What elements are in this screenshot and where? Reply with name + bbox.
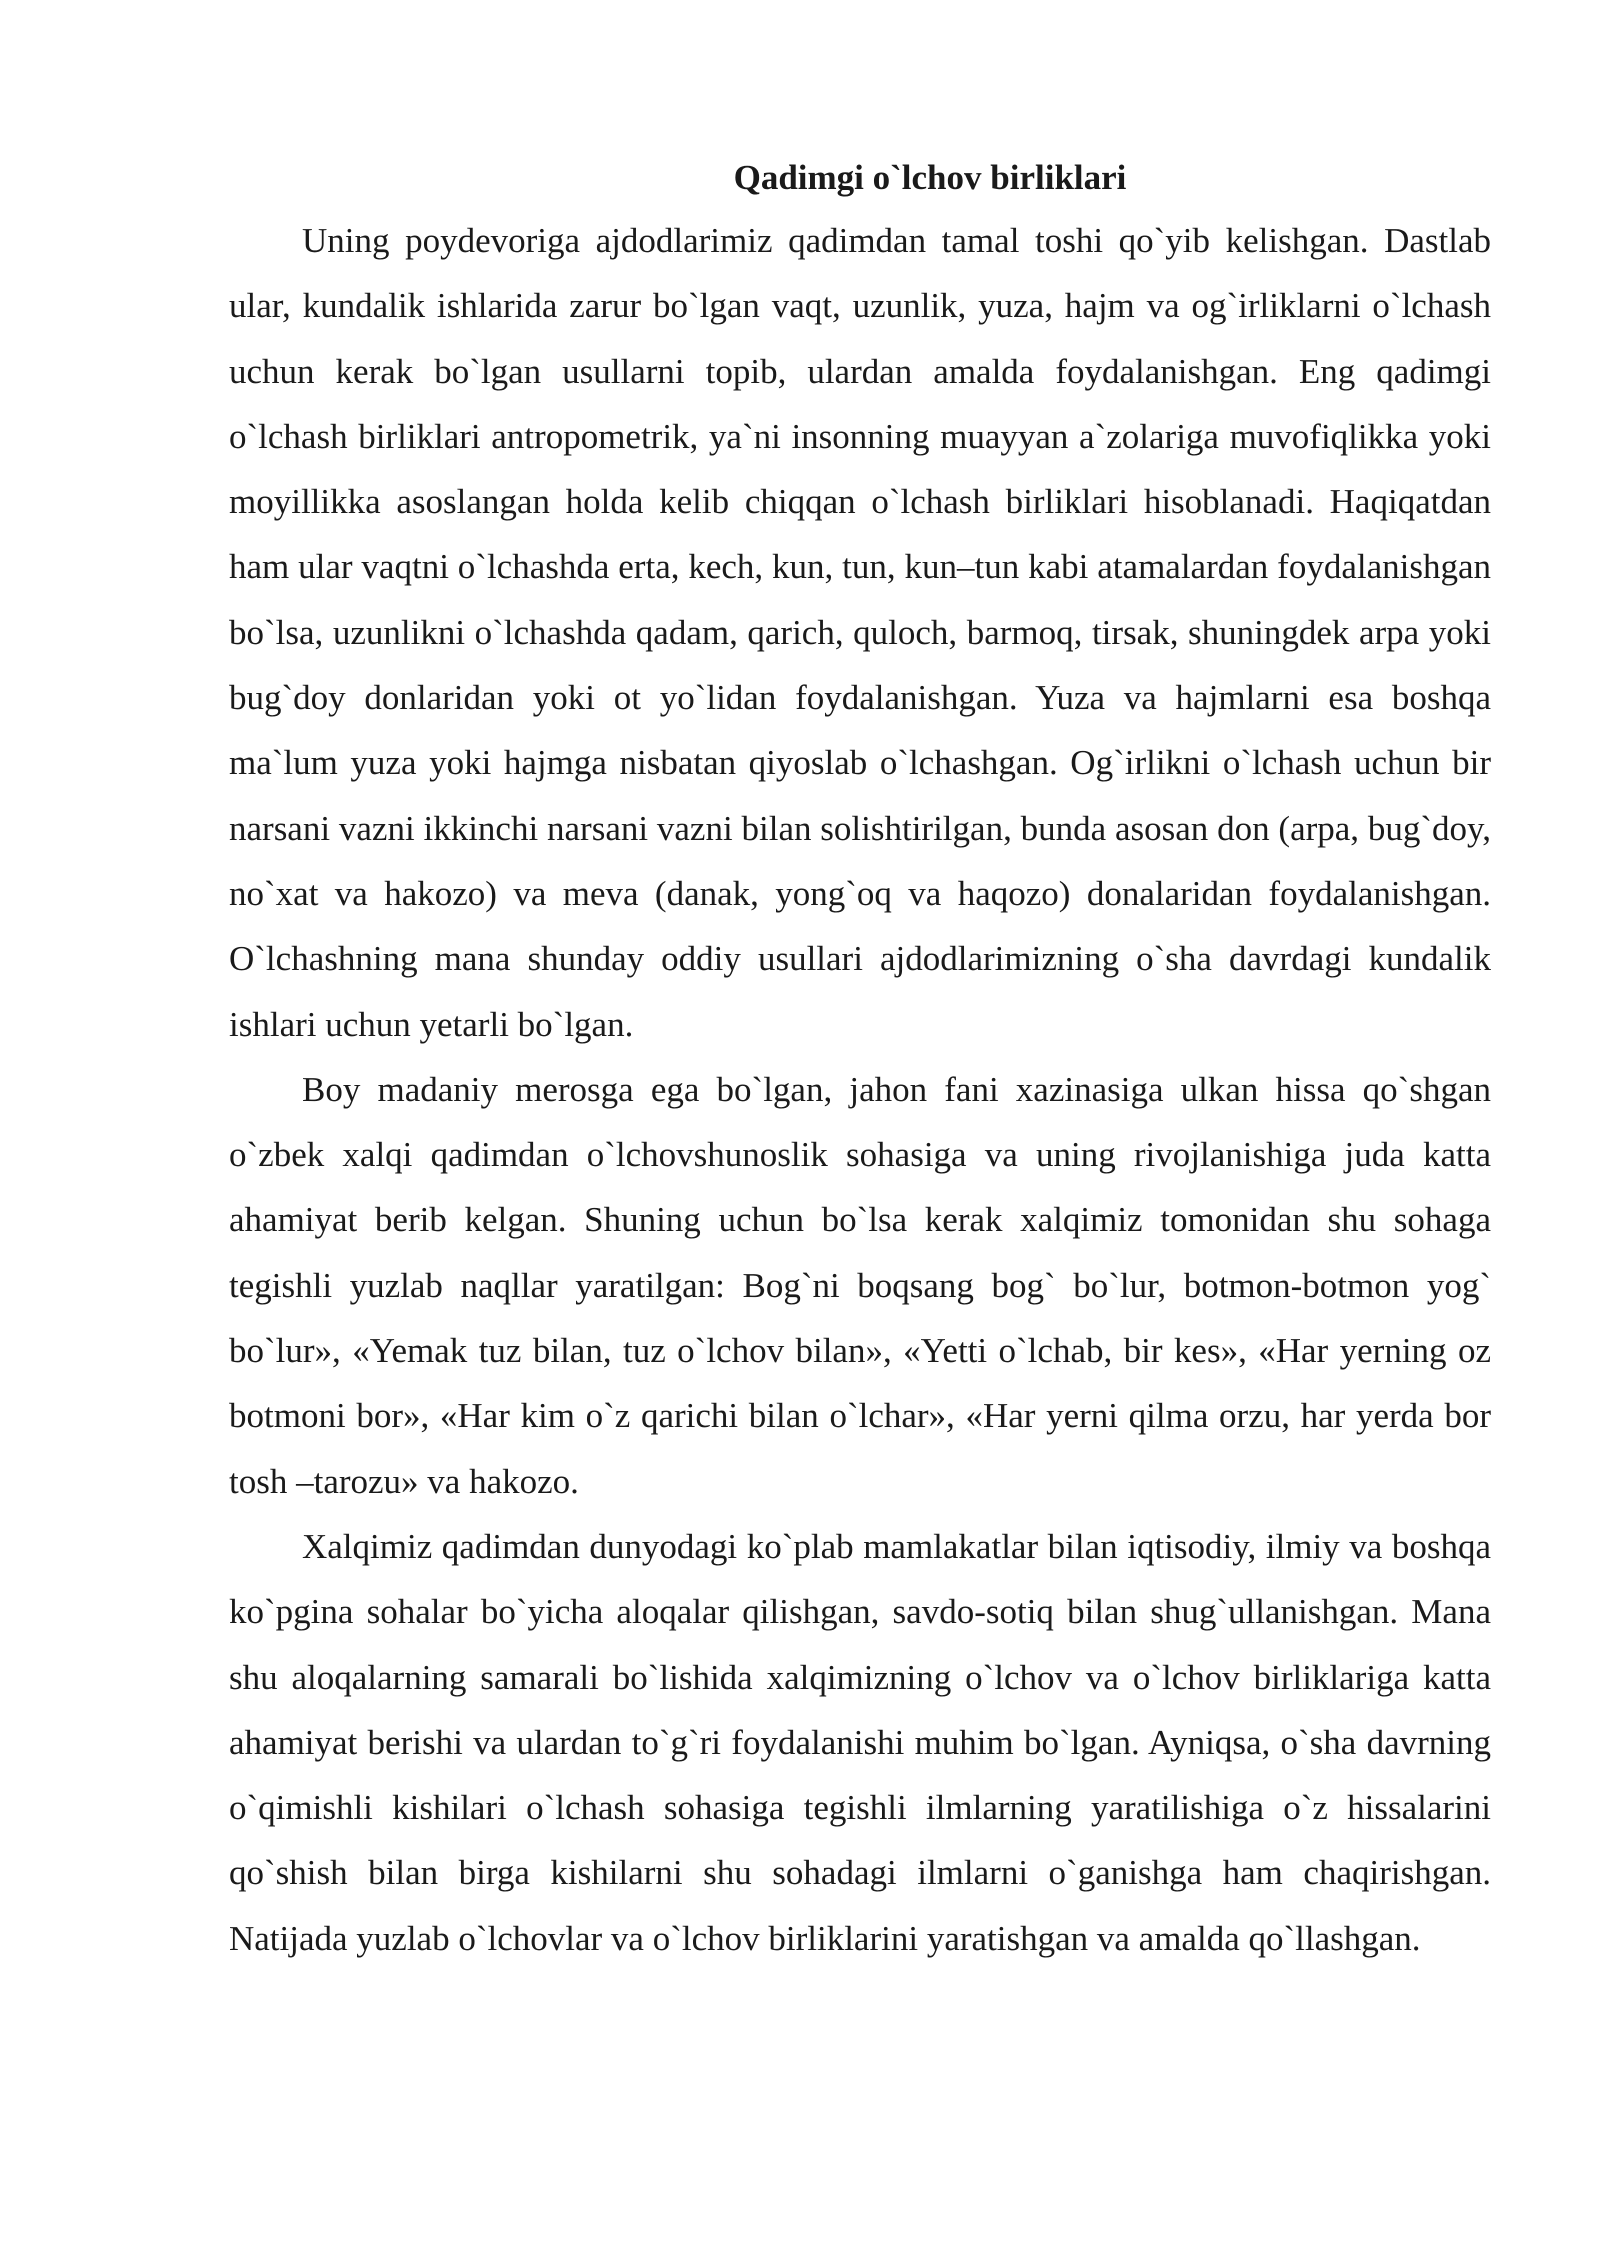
- paragraph-3: Xalqimiz qadimdan dunyodagi ko`plab mamlakatlar bilan iqtisodiy, ilmiy va boshqa ko`pgina sohalar bo`yicha aloqalar qilishgan, savdo-sotiq bilan shug`ullanishgan. Mana shu aloqalarning samarali bo`lishida xalqimizning o`lchov va o`lchov birliklariga katta ahamiyat berishi va ulardan to`g`ri foydalanishi muhim bo`lgan. Ayniqsa, o`sha davrning o`qimishli kishilari o`lchash sohasiga tegishli ilmlarning yaratilishiga o`z hissalarini qo`shish bilan birga kishilarni shu sohadagi ilmlarni o`ganishga ham chaqirishgan. Natijada yuzlab o`lchovlar va o`lchov birliklarini yaratishgan va amalda qo`llashgan.: [229, 1526, 1491, 1958]
- paragraph-1: Uning poydevoriga ajdodlarimiz qadimdan tamal toshi qo`yib kelishgan. Dastlab ular, kundalik ishlarida zarur bo`lgan vaqt, uzunlik, yuza, hajm va og`irliklarni o`lchash uchun kerak bo`lgan usullarni topib, ulardan amalda foydalanishgan. Eng qadimgi o`lchash birliklari antropometrik, ya`ni insonning muayyan a`zolariga muvofiqlikka yoki moyillikka asoslangan holda kelib chiqqan o`lchash birliklari hisoblanadi. Haqiqatdan ham ular vaqtni o`lchashda erta, kech, kun, tun, kun–tun kabi atamalardan foydalanishgan bo`lsa, uzunlikni o`lchashda qadam, qarich, quloch, barmoq, tirsak, shuningdek arpa yoki bug`doy donlaridan yoki ot yo`lidan foydalanishgan. Yuza va hajmlarni esa boshqa ma`lum yuza yoki hajmga nisbatan qiyoslab o`lchashgan. Og`irlikni o`lchash uchun bir narsani vazni ikkinchi narsani vazni bilan solishtirilgan, bunda asosan don (arpa, bug`doy, no`xat va hakozo) va meva (danak, yong`oq va haqozo) donalaridan foydalanishgan. O`lchashning mana shunday oddiy usullari ajdodlarimizning o`sha davrdagi kundalik ishlari uchun yetarli bo`lgan.: [229, 221, 1491, 1044]
- paragraph-2: Boy madaniy merosga ega bo`lgan, jahon fani xazinasiga ulkan hissa qo`shgan o`zbek xalqi qadimdan o`lchovshunoslik sohasiga va uning rivojlanishiga juda katta ahamiyat berib kelgan. Shuning uchun bo`lsa kerak xalqimiz tomonidan shu sohaga tegishli yuzlab naqllar yaratilgan: Bog`ni boqsang bog` bo`lur, botmon-botmon yog` bo`lur», «Yemak tuz bilan, tuz o`lchov bilan», «Yetti o`lchab, bir kes», «Har yerning oz botmoni bor», «Har kim o`z qarichi bilan o`lchar», «Har yerni qilma orzu, har yerda bor tosh –tarozu» va hakozo.: [229, 1069, 1491, 1501]
- document-page: [229, 148, 1491, 1971]
- document-title: Qadimgi o`lchov birliklari: [733, 158, 1127, 197]
